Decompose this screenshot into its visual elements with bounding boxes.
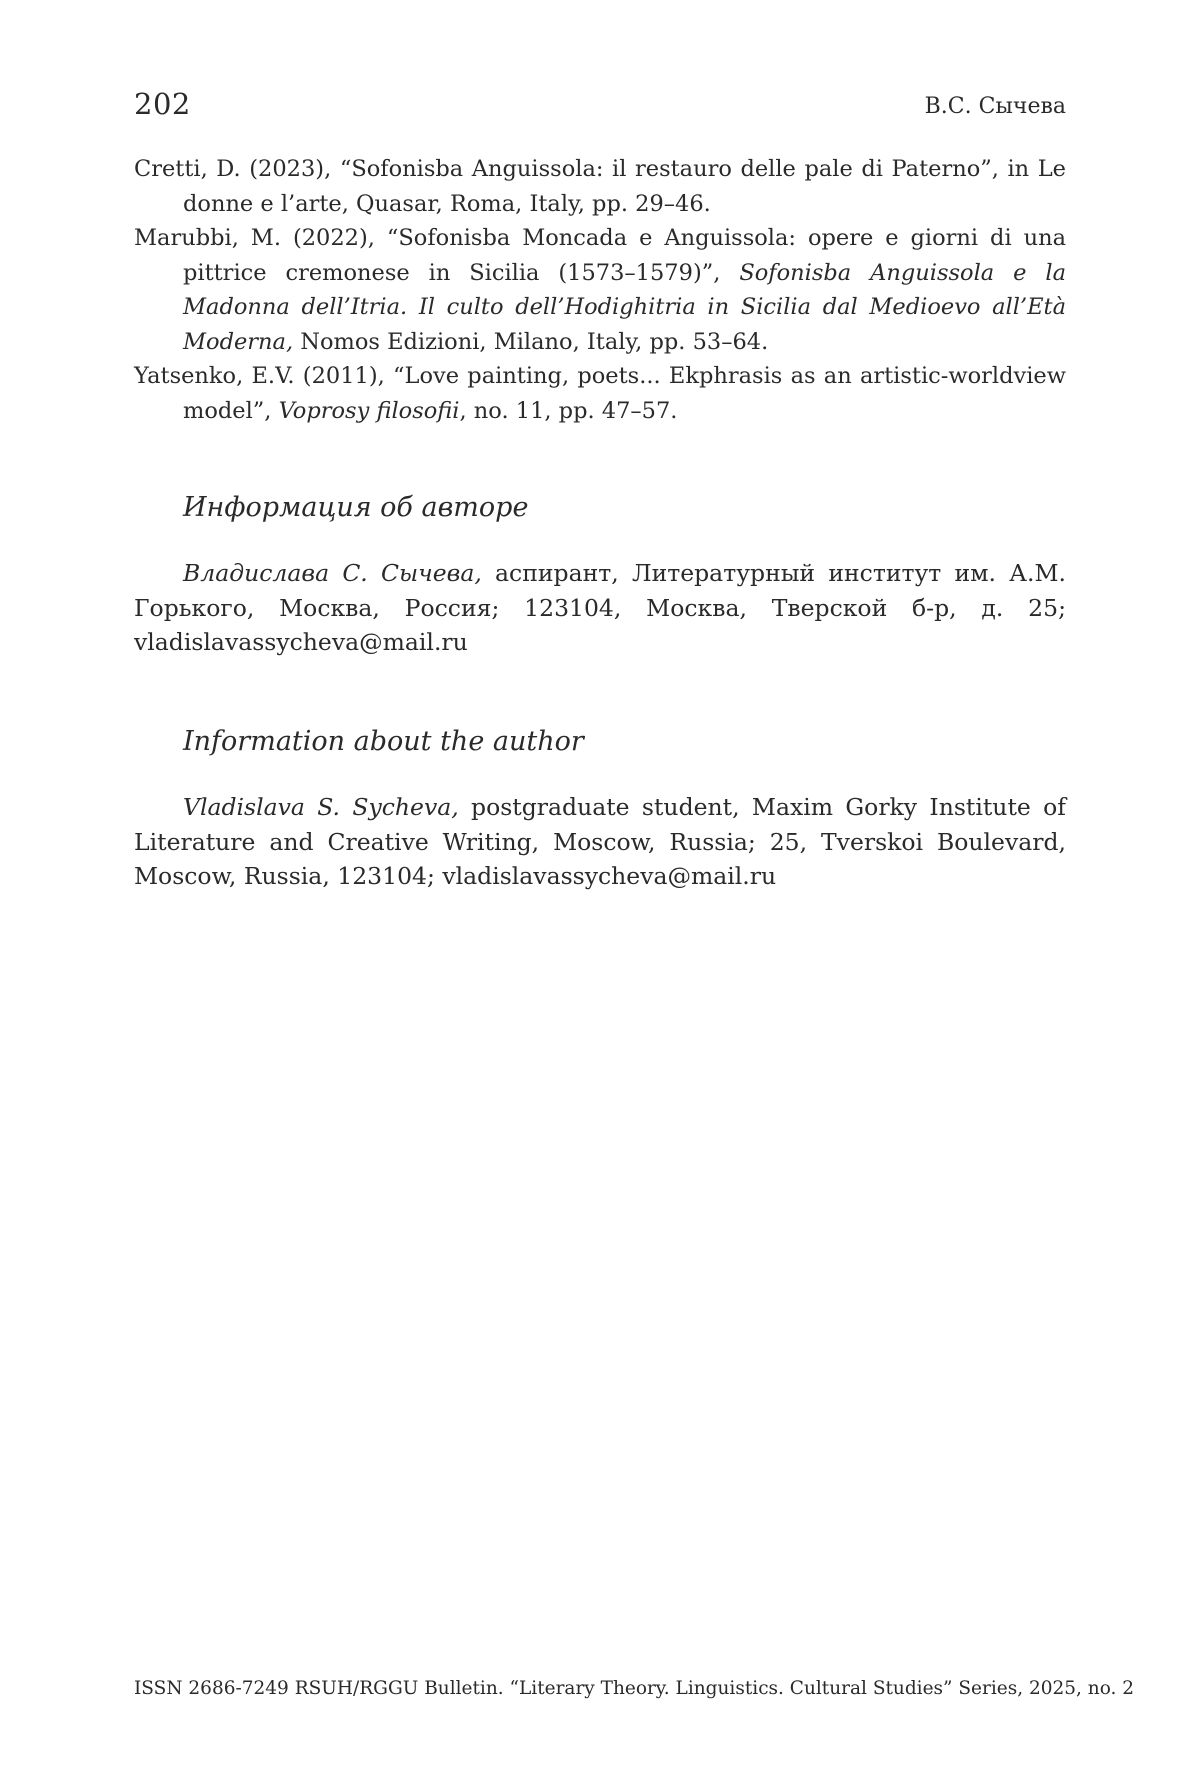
author-name-ru: Владислава С. Сычева,: [183, 559, 482, 587]
reference-list: [134, 152, 1066, 428]
author-info-ru-text: Владислава С. Сычева, аспирант, Литературный институт им. А.М. Горького, Москва, Россия; 123104, Москва, Тверской б-р, д. 25; vladislavassycheva@mail.ru: [134, 559, 1066, 656]
reference-item: Cretti, D. (2023), “Sofonisba Anguissola: il restauro delle pale di Paterno”, in Le donne e l’arte, Quasar, Roma, Italy, pp. 29–46.: [134, 156, 1066, 217]
author-info-en-text: Vladislava S. Sycheva, postgraduate student, Maxim Gorky Institute of Literature and Creative Writing, Moscow, Russia; 25, Tverskoi Boulevard, Moscow, Russia, 123104; vladislavassycheva@mail.ru: [134, 793, 1066, 890]
author-name-en: Vladislava S. Sycheva,: [183, 793, 459, 821]
reference-item: Marubbi, M. (2022), “Sofonisba Moncada e Anguissola: opere e giorni di una pittrice cremonese in Sicilia (1573–1579)”, Sofonisba Anguissola e la Madonna dell’Itria. Il culto dell’Hodighitria in Sicilia dal Medioevo all’Età Moderna, Nomos Edizioni, Milano, Italy, pp. 53–64.: [134, 225, 1066, 355]
page-number: 202: [134, 87, 191, 121]
running-head: В.С. Сычева: [924, 94, 1066, 119]
author-info-en-heading: Information about the author: [183, 726, 584, 757]
reference-item: Yatsenko, E.V. (2011), “Love painting, poets... Ekphrasis as an artistic-worldview model”, Voprosy filosofii, no. 11, pp. 47–57.: [134, 363, 1066, 424]
journal-footer: ISSN 2686-7249 RSUH/RGGU Bulletin. “Literary Theory. Linguistics. Cultural Studies” Series, 2025, no. 2: [134, 1678, 1135, 1699]
author-info-ru-heading: Информация об авторе: [183, 492, 529, 523]
